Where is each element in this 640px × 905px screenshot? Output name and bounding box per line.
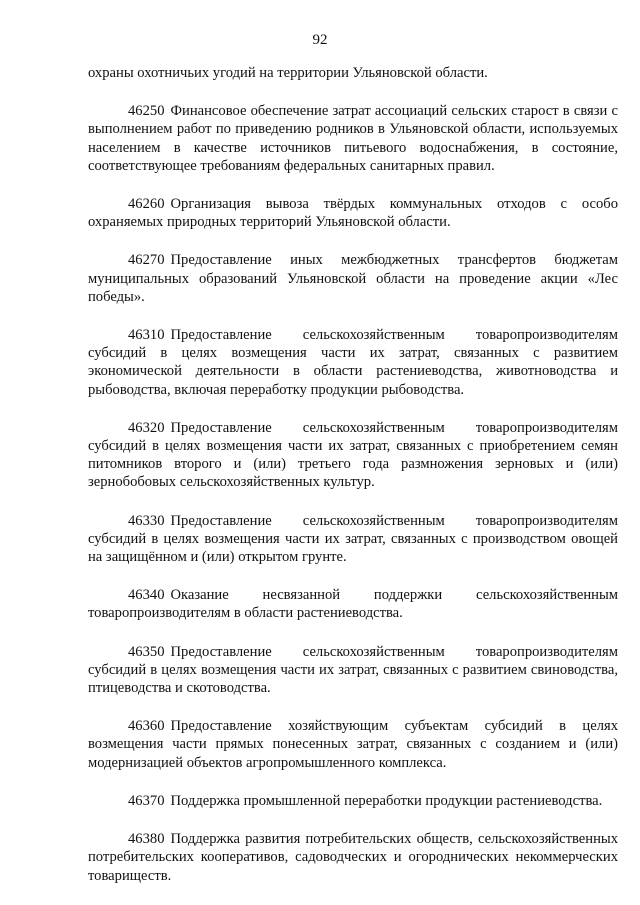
budget-code: 46330 (128, 512, 165, 529)
budget-code: 46320 (128, 419, 165, 436)
paragraph-text: Поддержка промышленной переработки продукции растениеводства. (170, 792, 603, 809)
document-body (88, 64, 618, 905)
paragraph-text: Предоставление сельскохозяйственным товаропроизводителям субсидий в целях возмещения части их затрат, связанных с развитием экономической деятельности в области растениеводства, животноводства и рыбоводства, включая переработку продукции рыбоводства. (88, 327, 618, 398)
budget-code: 46310 (128, 327, 165, 344)
paragraph-text: Финансовое обеспечение затрат ассоциаций сельских старост в связи с выполнением работ по приведению родников в Ульяновской области, используемых населением в качестве источников питьевого водоснабжения, в состояние, соответствующее требованиям федеральных санитарных правил. (88, 103, 618, 174)
paragraph-text: Предоставление сельскохозяйственным товаропроизводителям субсидий в целях возмещения части их затрат, связанных с производством овощей на защищённом и (или) открытом грунте. (88, 512, 618, 566)
paragraph-text: Предоставление иных межбюджетных трансфертов бюджетам муниципальных образований Ульяновской области на проведение акции «Лес победы». (88, 252, 618, 305)
paragraph (88, 586, 618, 622)
paragraph (88, 102, 618, 175)
paragraph-text: Предоставление сельскохозяйственным товаропроизводителям субсидий в целях возмещения части их затрат, связанных с развитием свиноводства, птицеводства и скотоводства. (88, 643, 618, 697)
budget-code: 46360 (128, 718, 165, 735)
paragraph (88, 326, 618, 399)
paragraph-text: Предоставление хозяйствующим субъектам субсидий в целях возмещения части прямых понесенных затрат, связанных с созданием и (или) модернизацией объектов агропромышленного комплекса. (88, 718, 618, 771)
paragraph (88, 419, 618, 492)
budget-code: 46370 (128, 792, 165, 809)
paragraph (88, 64, 618, 82)
budget-code: 46270 (128, 252, 165, 269)
budget-code: 46260 (128, 196, 165, 213)
paragraph (88, 643, 618, 698)
paragraph-text: Оказание несвязанной поддержки сельскохозяйственным товаропроизводителям в области растениеводства. (88, 587, 618, 622)
paragraph-text: Организация вывоза твёрдых коммунальных отходов с особо охраняемых природных территорий Ульяновской области. (88, 196, 618, 231)
paragraph (88, 195, 618, 231)
page-number: 92 (312, 32, 328, 48)
paragraph-text: охраны охотничьих угодий на территории Ульяновской области. (88, 65, 488, 81)
budget-code: 46250 (128, 103, 165, 120)
budget-code: 46380 (128, 831, 165, 848)
paragraph (88, 717, 618, 772)
paragraph (88, 251, 618, 306)
paragraph (88, 830, 618, 885)
budget-code: 46340 (128, 587, 165, 604)
paragraph (88, 792, 618, 810)
paragraph-text: Поддержка развития потребительских обществ, сельскохозяйственных потребительских кооперативов, садоводческих и огороднических некоммерческих товариществ. (88, 831, 618, 884)
paragraph (88, 512, 618, 567)
budget-code: 46350 (128, 643, 165, 660)
paragraph-text: Предоставление сельскохозяйственным товаропроизводителям субсидий в целях возмещения части их затрат, связанных с приобретением семян питомников второго и (или) третьего года размножения зерновых и (или) зернобобовых сельскохозяйственных культур. (88, 419, 618, 491)
